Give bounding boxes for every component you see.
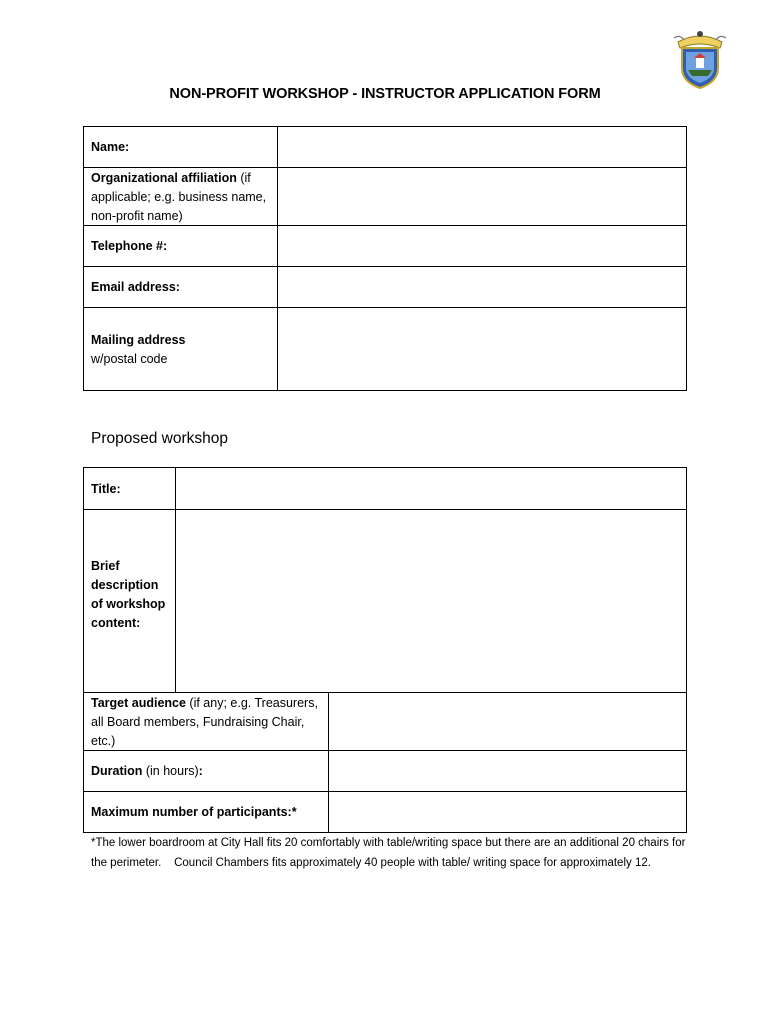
organizational-affiliation-field[interactable] xyxy=(278,168,686,225)
proposed-workshop-heading: Proposed workshop xyxy=(91,430,228,447)
name-field[interactable] xyxy=(278,127,686,167)
target-audience-field[interactable] xyxy=(329,693,686,750)
name-label: Name: xyxy=(91,140,130,154)
email-label: Email address: xyxy=(91,280,180,294)
room-capacity-footnote: *The lower boardroom at City Hall fits 20 comfortably with table/writing space but there are an additional 20 chairs for the perimeter. Council Chambers fits approximately 40 people with table/ writing space for approximately 12. xyxy=(91,837,689,869)
duration-label: Duration (in hours): xyxy=(91,764,203,778)
target-audience-label: Target audience (if any; e.g. Treasurers, all Board members, Fundraising Chair, etc.) xyxy=(91,696,318,748)
city-crest-icon xyxy=(672,28,728,90)
mailing-address-field[interactable] xyxy=(278,308,686,390)
form-title: NON-PROFIT WORKSHOP - INSTRUCTOR APPLICATION FORM xyxy=(169,86,601,102)
max-participants-label: Maximum number of participants:* xyxy=(91,805,297,819)
email-field[interactable] xyxy=(278,267,686,307)
workshop-title-field[interactable] xyxy=(176,468,686,509)
workshop-description-field[interactable] xyxy=(176,510,686,692)
telephone-field[interactable] xyxy=(278,226,686,266)
telephone-label: Telephone #: xyxy=(91,239,168,253)
workshop-title-label: Title: xyxy=(91,482,121,496)
organizational-affiliation-label: Organizational affiliation (if applicable; e.g. business name, non-profit name) xyxy=(91,171,267,223)
duration-field[interactable] xyxy=(329,751,686,791)
max-participants-field[interactable] xyxy=(329,792,686,832)
workshop-description-label: Brief description of workshop content: xyxy=(91,559,166,630)
mailing-address-label: Mailing address w/postal code xyxy=(91,333,186,366)
